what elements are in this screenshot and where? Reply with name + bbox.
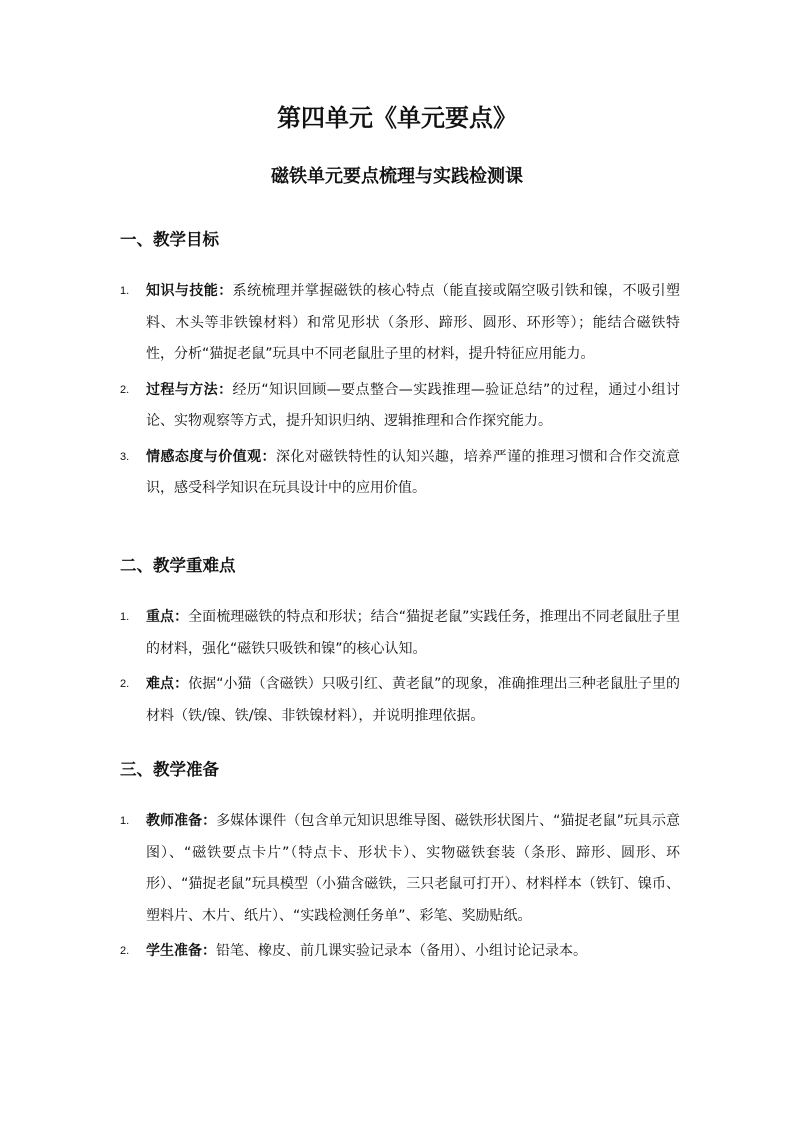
item-list <box>120 276 680 505</box>
item-text: 系统梳理并掌握磁铁的核心特点（能直接或隔空吸引铁和镍，不吸引塑料、木头等非铁镍材料）和常见形状（条形、蹄形、圆形、环形等）；能结合磁铁特性，分析“猫捉老鼠”玩具中不同老鼠肚子里的材料，提升特征应用能力。 <box>146 283 681 362</box>
list-item <box>120 936 680 968</box>
item-text: 多媒体课件（包含单元知识思维导图、磁铁形状图片、“猫捉老鼠”玩具示意图）、“磁铁要点卡片”（特点卡、形状卡）、实物磁铁套装（条形、蹄形、圆形、环形）、“猫捉老鼠”玩具模型（小猫含磁铁，三只老鼠可打开）、材料样本（铁钉、镍币、塑料片、木片、纸片）、“实践检测任务单”、彩笔、奖励贴纸。 <box>146 813 680 924</box>
item-number: 3. <box>120 450 130 463</box>
item-number: 1. <box>120 815 130 827</box>
item-label: 难点： <box>146 676 189 692</box>
item-label: 知识与技能： <box>146 283 233 299</box>
item-text: 铅笔、橡皮、前几课实验记录本（备用）、小组讨论记录本。 <box>216 943 587 959</box>
item-list <box>120 602 680 732</box>
section-teaching-objectives <box>120 226 680 509</box>
list-item <box>120 669 680 732</box>
list-item <box>120 806 680 932</box>
item-number: 1. <box>120 611 130 623</box>
document-title: 第四单元《单元要点》 <box>277 104 517 132</box>
item-number: 2. <box>120 383 130 396</box>
section-teaching-preparation <box>120 756 680 972</box>
list-item <box>120 375 680 438</box>
item-text: 深化对磁铁特性的认知兴趣，培养严谨的推理习惯和合作交流意识，感受科学知识在玩具设计中的应用价值。 <box>146 448 680 496</box>
item-number: 2. <box>120 678 130 690</box>
item-label: 学生准备： <box>146 943 216 959</box>
item-text: 依据“小猫（含磁铁）只吸引红、黄老鼠”的现象，准确推理出三种老鼠肚子里的材料（铁/镍、铁/镍、非铁镍材料），并说明推理依据。 <box>146 676 680 724</box>
item-text: 全面梳理磁铁的特点和形状；结合“猫捉老鼠”实践任务，推理出不同老鼠肚子里的材料，强化“磁铁只吸铁和镍”的核心认知。 <box>146 609 680 657</box>
item-label: 过程与方法： <box>146 381 233 398</box>
section-heading: 一、教学目标 <box>120 230 219 249</box>
section-key-difficult-points <box>120 552 680 736</box>
section-heading: 三、教学准备 <box>120 760 219 779</box>
list-item <box>120 602 680 665</box>
document-subtitle: 磁铁单元要点梳理与实践检测课 <box>271 166 523 187</box>
item-label: 教师准备： <box>146 813 217 829</box>
item-list <box>120 806 680 968</box>
item-number: 1. <box>120 285 130 297</box>
item-label: 重点： <box>146 609 189 625</box>
item-number: 2. <box>120 945 130 957</box>
item-text: 经历“知识回顾—要点整合—实践推理—验证总结”的过程，通过小组讨论、实物观察等方式，提升知识归纳、逻辑推理和合作探究能力。 <box>146 381 680 429</box>
section-heading: 二、教学重难点 <box>120 556 236 575</box>
list-item <box>120 276 680 371</box>
list-item <box>120 442 680 505</box>
item-label: 情感态度与价值观： <box>146 448 276 465</box>
